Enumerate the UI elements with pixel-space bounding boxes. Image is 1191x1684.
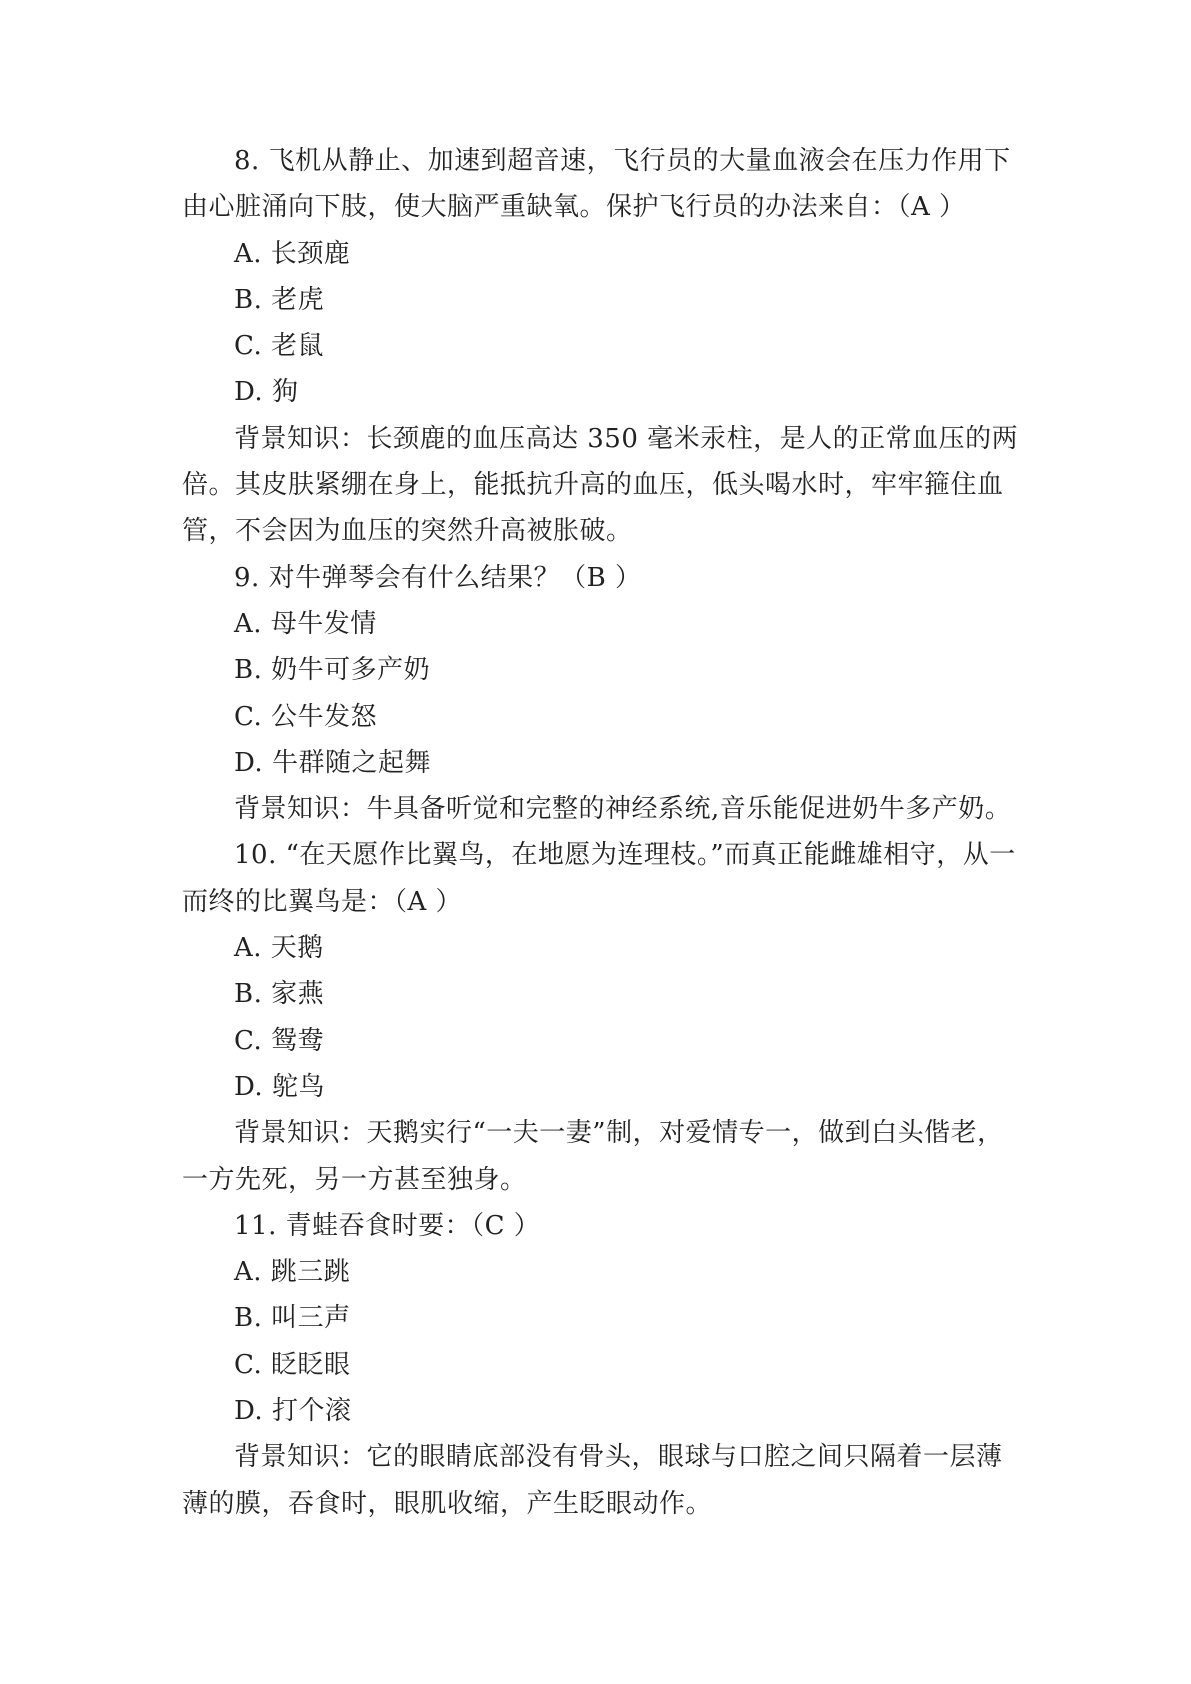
answer-option: A. 长颈鹿: [234, 238, 351, 269]
background-knowledge: 背景知识：它的眼睛底部没有骨头，眼球与口腔之间只隔着一层薄薄的膜，吞食时，眼肌收缩，产生眨眼动作。: [182, 1442, 1003, 1519]
question-stem: 11. 青蛙吞食时要：（C ）: [234, 1210, 541, 1241]
answer-option: A. 母牛发情: [234, 608, 377, 639]
answer-option: D. 牛群随之起舞: [234, 747, 431, 778]
background-knowledge: 背景知识：天鹅实行“一夫一妻”制，对爱情专一，做到白头偕老，一方先死，另一方甚至独身。: [182, 1118, 1004, 1195]
document-page: [182, 138, 1022, 1527]
answer-option: B. 老虎: [234, 284, 325, 315]
answer-option: C. 公牛发怒: [234, 701, 377, 732]
answer-option: B. 叫三声: [234, 1303, 351, 1334]
question-stem: 9. 对牛弹琴会有什么结果？（B ）: [234, 562, 642, 593]
question-stem: 10. “在天愿作比翼鸟，在地愿为连理枝。”而真正能雌雄相守，从一而终的比翼鸟是：（A ）: [182, 840, 1016, 917]
question-stem: 8. 飞机从静止、加速到超音速，飞行员的大量血液会在压力作用下由心脏涌向下肢，使大脑严重缺氧。保护飞行员的办法来自：（A ）: [182, 146, 1011, 223]
answer-option: A. 天鹅: [234, 933, 324, 964]
background-knowledge: 背景知识：长颈鹿的血压高达 350 毫米汞柱，是人的正常血压的两倍。其皮肤紧绷在身上，能抵抗升高的血压，低头喝水时，牢牢箍住血管，不会因为血压的突然升高被胀破。: [182, 423, 1019, 547]
answer-option: B. 奶牛可多产奶: [234, 655, 431, 686]
answer-option: C. 鸳鸯: [234, 1025, 324, 1056]
background-knowledge: 背景知识：牛具备听觉和完整的神经系统,音乐能促进奶牛多产奶。: [234, 794, 1012, 825]
answer-option: D. 鸵鸟: [234, 1071, 325, 1102]
answer-option: D. 狗: [234, 377, 299, 408]
answer-option: C. 眨眨眼: [234, 1349, 351, 1380]
answer-option: C. 老鼠: [234, 331, 324, 362]
answer-option: B. 家燕: [234, 979, 325, 1010]
answer-option: D. 打个滚: [234, 1396, 352, 1427]
answer-option: A. 跳三跳: [234, 1257, 351, 1288]
